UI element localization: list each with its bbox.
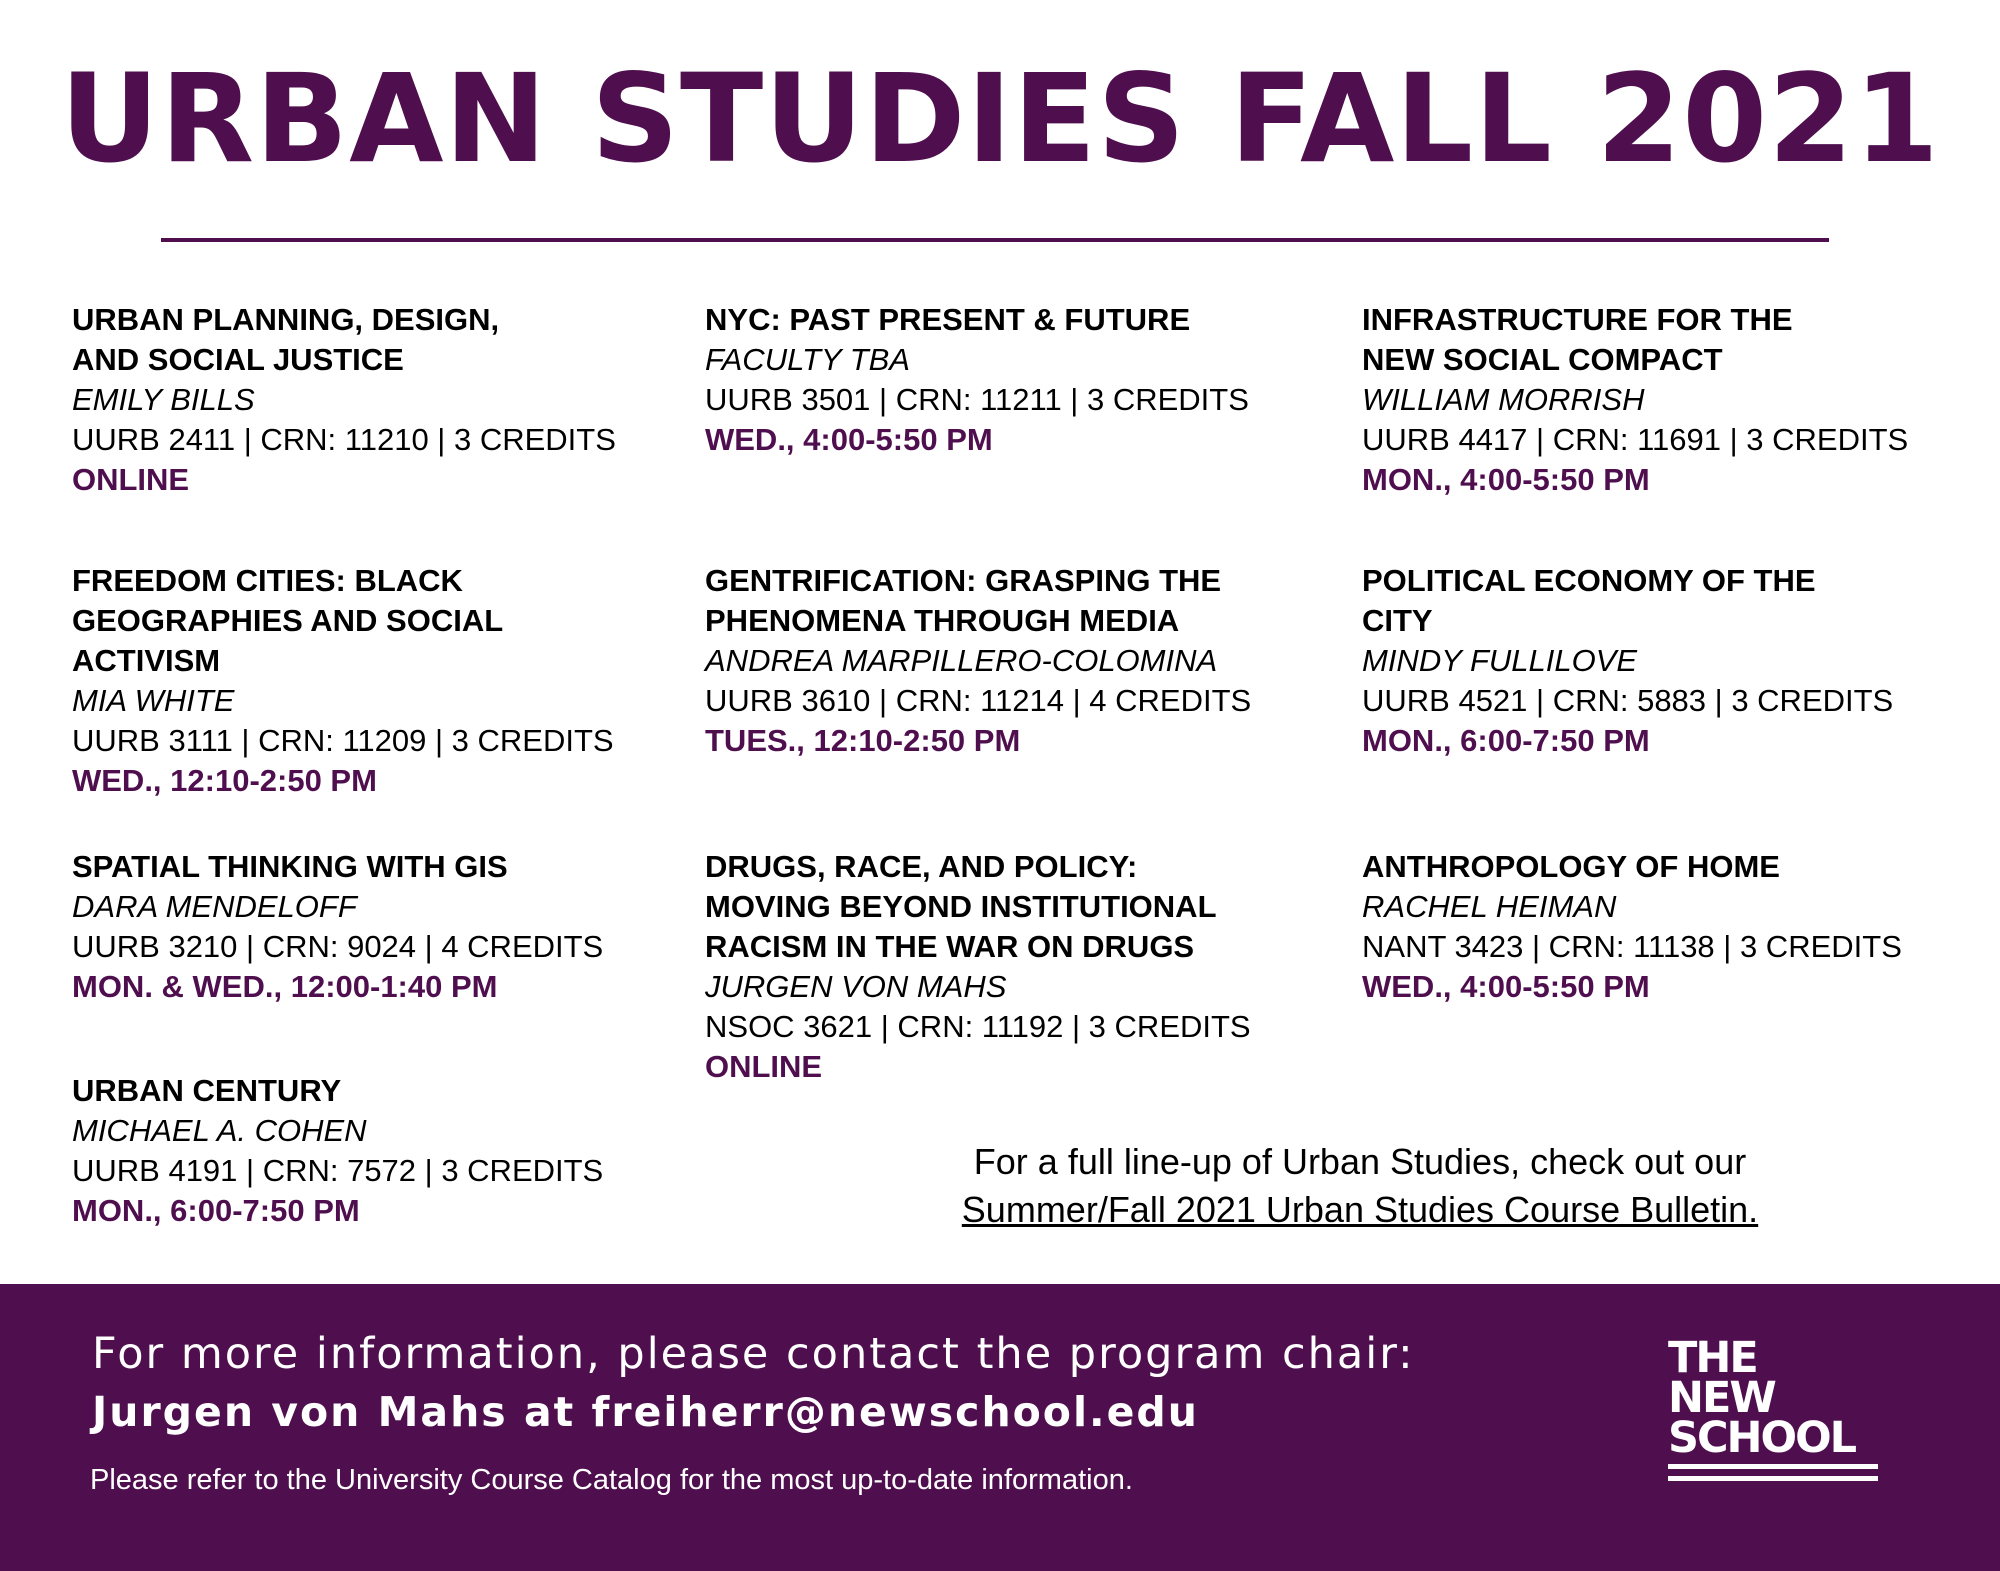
course-title: FREEDOM CITIES: BLACK GEOGRAPHIES AND SOCIAL ACTIVISM (72, 563, 504, 678)
course-time: ONLINE (72, 462, 190, 497)
course-code: UURB 3501 | CRN: 11211 | 3 CREDITS (705, 382, 1249, 417)
course-card (1362, 300, 1982, 500)
course-instructor: ANDREA MARPILLERO-COLOMINA (705, 643, 1218, 678)
course-code: NSOC 3621 | CRN: 11192 | 3 CREDITS (705, 1009, 1251, 1044)
course-time: WED., 4:00-5:50 PM (705, 422, 993, 457)
course-title: POLITICAL ECONOMY OF THE CITY (1362, 563, 1816, 638)
course-time: MON. & WED., 12:00-1:40 PM (72, 969, 498, 1004)
course-instructor: WILLIAM MORRISH (1362, 382, 1645, 417)
course-instructor: DARA MENDELOFF (72, 889, 357, 924)
course-title: DRUGS, RACE, AND POLICY: MOVING BEYOND INSTITUTIONAL RACISM IN THE WAR ON DRUGS (705, 849, 1217, 964)
contact-email[interactable]: Jurgen von Mahs at freiherr@newschool.edu (92, 1388, 1199, 1436)
course-time: MON., 6:00-7:50 PM (72, 1193, 360, 1228)
bulletin-link[interactable]: Summer/Fall 2021 Urban Studies Course Bulletin. (961, 1189, 1759, 1230)
page-title: URBAN STUDIES FALL 2021 (60, 48, 1940, 190)
course-title: NYC: PAST PRESENT & FUTURE (705, 302, 1191, 337)
course-title: SPATIAL THINKING WITH GIS (72, 849, 508, 884)
course-code: UURB 4417 | CRN: 11691 | 3 CREDITS (1362, 422, 1909, 457)
course-card (72, 300, 672, 500)
course-instructor: FACULTY TBA (705, 342, 910, 377)
contact-prompt: For more information, please contact the program chair: (92, 1329, 1415, 1379)
course-code: UURB 3111 | CRN: 11209 | 3 CREDITS (72, 723, 614, 758)
disclaimer-text: Please refer to the University Course Catalog for the most up-to-date information. (90, 1464, 1133, 1496)
bulletin-note (880, 1138, 1840, 1234)
course-time: MON., 4:00-5:50 PM (1362, 462, 1650, 497)
course-card (72, 1071, 672, 1231)
course-instructor: JURGEN VON MAHS (705, 969, 1007, 1004)
course-card (1362, 561, 1982, 761)
course-code: UURB 3210 | CRN: 9024 | 4 CREDITS (72, 929, 604, 964)
course-card (705, 300, 1325, 460)
course-title: URBAN CENTURY (72, 1073, 342, 1108)
course-title: INFRASTRUCTURE FOR THE NEW SOCIAL COMPACT (1362, 302, 1793, 377)
title-divider (161, 238, 1829, 242)
course-code: UURB 4191 | CRN: 7572 | 3 CREDITS (72, 1153, 604, 1188)
course-code: NANT 3423 | CRN: 11138 | 3 CREDITS (1362, 929, 1902, 964)
footer-banner (0, 1284, 2000, 1571)
course-instructor: EMILY BILLS (72, 382, 255, 417)
course-instructor: RACHEL HEIMAN (1362, 889, 1617, 924)
course-card (72, 561, 672, 801)
course-title: URBAN PLANNING, DESIGN, AND SOCIAL JUSTICE (72, 302, 500, 377)
course-title: GENTRIFICATION: GRASPING THE PHENOMENA THROUGH MEDIA (705, 563, 1222, 638)
course-instructor: MICHAEL A. COHEN (72, 1113, 367, 1148)
course-code: UURB 3610 | CRN: 11214 | 4 CREDITS (705, 683, 1252, 718)
bulletin-text: For a full line-up of Urban Studies, check out our (973, 1141, 1747, 1182)
course-time: WED., 12:10-2:50 PM (72, 763, 377, 798)
course-code: UURB 2411 | CRN: 11210 | 3 CREDITS (72, 422, 616, 457)
logo-line-the: THE (1668, 1333, 1757, 1383)
logo-line-school: SCHOOL (1668, 1413, 1856, 1463)
new-school-logo (1668, 1333, 1878, 1481)
course-card (72, 847, 672, 1007)
course-instructor: MIA WHITE (72, 683, 235, 718)
course-time: ONLINE (705, 1049, 823, 1084)
course-instructor: MINDY FULLILOVE (1362, 643, 1638, 678)
course-card (1362, 847, 1982, 1007)
course-time: TUES., 12:10-2:50 PM (705, 723, 1021, 758)
course-time: WED., 4:00-5:50 PM (1362, 969, 1650, 1004)
course-card (705, 561, 1325, 761)
logo-line-new: NEW (1668, 1373, 1775, 1423)
logo-bar (1668, 1464, 1878, 1469)
course-card (705, 847, 1325, 1087)
course-time: MON., 6:00-7:50 PM (1362, 723, 1650, 758)
logo-bar (1668, 1476, 1878, 1481)
course-code: UURB 4521 | CRN: 5883 | 3 CREDITS (1362, 683, 1894, 718)
course-title: ANTHROPOLOGY OF HOME (1362, 849, 1780, 884)
